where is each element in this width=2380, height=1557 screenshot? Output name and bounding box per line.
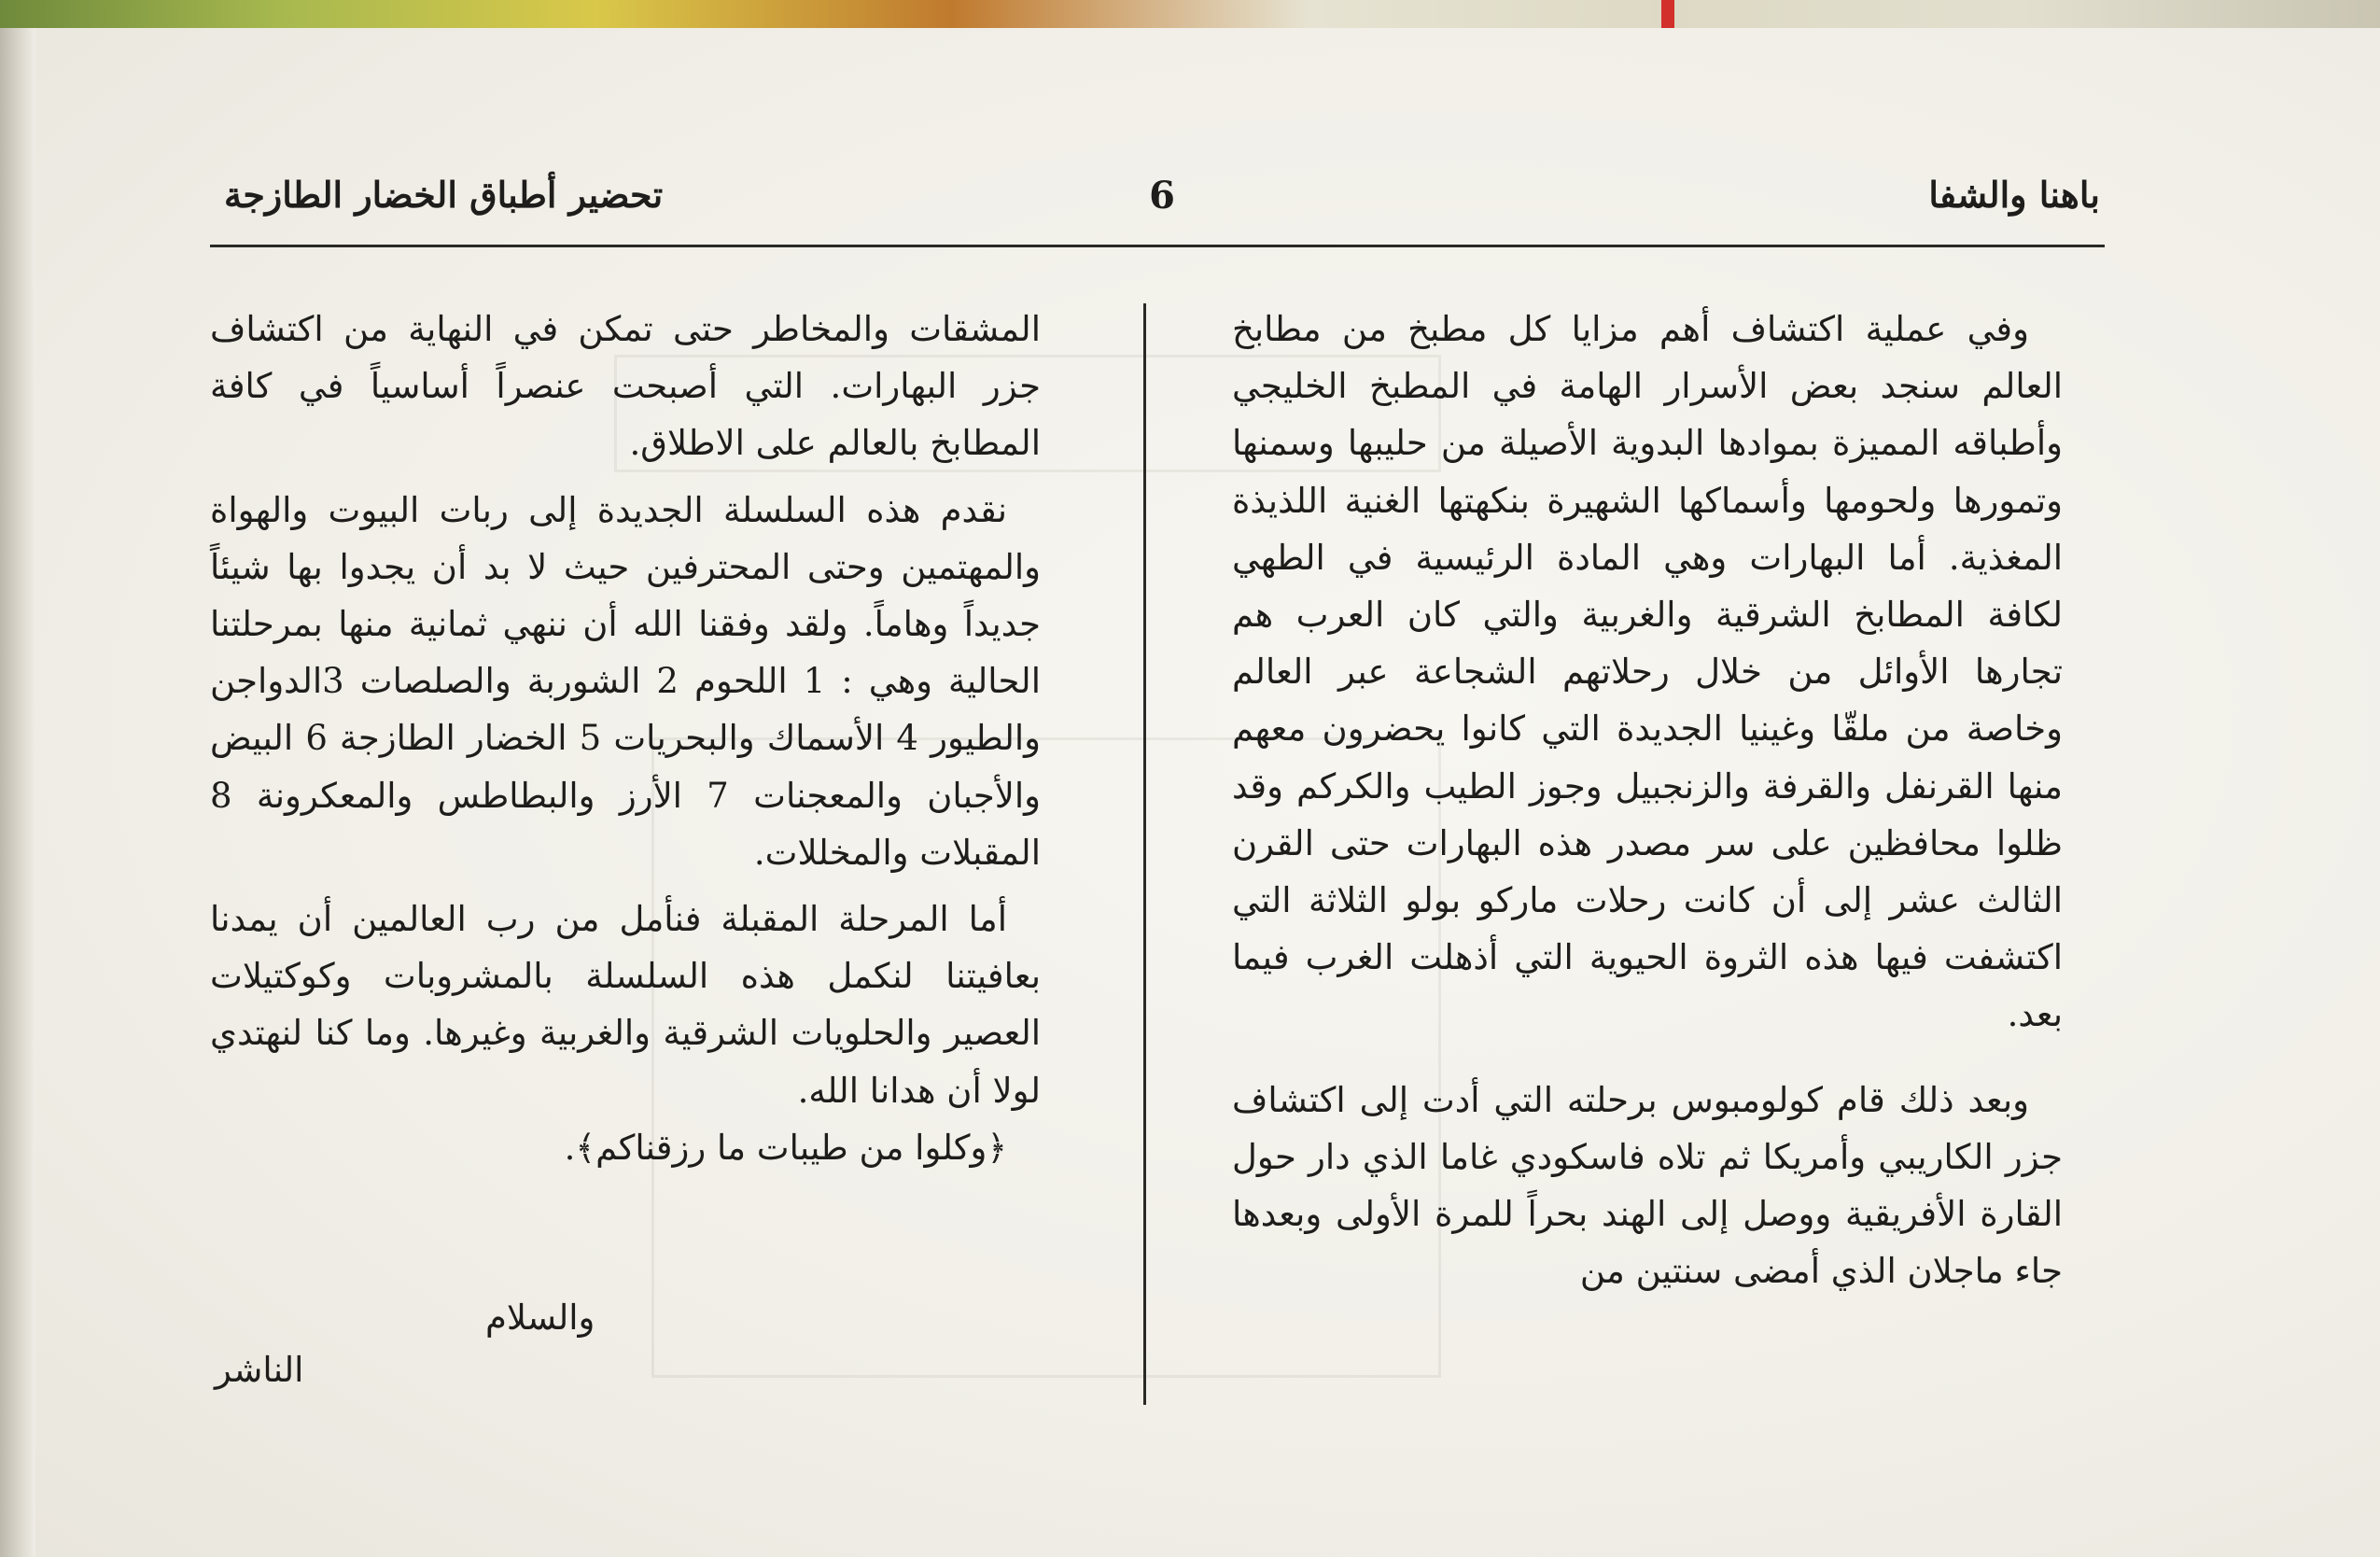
page-number: 6 — [1149, 174, 1175, 217]
cover-red-stripe — [1661, 0, 1674, 28]
header-section-title: تحضير أطباق الخضار الطازجة — [224, 174, 664, 216]
paragraph: المشقات والمخاطر حتى تمكن في النهاية من اكتشاف جزر البهارات. التي أصبحت عنصراً أساسياً في كافة المطابخ بالعالم على الاطلاق. — [210, 309, 1041, 464]
header-book-title: باهنا والشفا — [1928, 174, 2100, 216]
paragraph: وبعد ذلك قام كولومبوس برحلته التي أدت إلى اكتشاف جزر الكاريبي وأمريكا ثم تلاه فاسكودي غاما الذي دار حول القارة الأفريقية ووصل إلى الهند بحراً للمرة الأولى وبعدها جاء ماجلان الذي أمضى سنتين من — [1232, 1079, 2064, 1292]
right-column — [1232, 301, 2063, 1299]
header-rule — [210, 245, 2105, 247]
book-cover-edge — [0, 0, 2380, 28]
publisher-signature: الناشر — [215, 1350, 304, 1390]
page-gutter-shadow — [0, 28, 35, 1557]
column-divider — [1143, 303, 1146, 1405]
paragraph: وفي عملية اكتشاف أهم مزايا كل مطبخ من مطابخ العالم سنجد بعض الأسرار الهامة في المطبخ الخليجي وأطباقه المميزة بموادها البدوية الأصيلة من حليبها وسمنها وتمورها ولحومها وأسماكها الشهيرة بنكهتها الغنية اللذيذة المغذية. أما البهارات وهي المادة الرئيسية في الطهي لكافة المطابخ الشرقية والغربية والتي كان العرب هم تجارها الأوائل من خلال رحلاتهم الشجاعة عبر العالم وخاصة من ملقّا وغينيا الجديدة التي كانوا يحضرون معهم منها القرنفل والقرفة والزنجبيل وجوز الطيب والكركم وقد ظلوا محافظين على سر مصدر هذه البهارات حتى القرن الثالث عشر إلى أن كانت رحلات ماركو بولو الثلاثة التي اكتشفت فيها هذه الثروة الحيوية التي أذهلت الغرب فيما بعد. — [1232, 309, 2063, 1035]
closing-greeting: والسلام — [485, 1298, 595, 1338]
left-column — [210, 301, 1041, 1176]
paragraph: نقدم هذه السلسلة الجديدة إلى ربات البيوت والهواة والمهتمين وحتى المحترفين حيث لا بد أن يجدوا بها شيئاً جديداً وهاماً. ولقد وفقنا الله أن ننهي ثمانية منها بمرحلتنا الحالية وهي : 1 اللحوم 2 الشوربة والصلصات 3الدواجن والطيور 4 الأسماك والبحريات 5 الخضار الطازجة 6 البيض والأجبان والمعجنات 7 الأرز والبطاطس والمعكرونة 8 المقبلات والمخللات. — [210, 489, 1041, 873]
paragraph: أما المرحلة المقبلة فنأمل من رب العالمين أن يمدنا بعافيتنا لنكمل هذه السلسلة بالمشروبات وكوكتيلات العصير والحلويات الشرقية والغربية وغيرها. وما كنا لنهتدي لولا أن هدانا الله. — [210, 899, 1041, 1111]
quran-quote: ﴿وكلوا من طيبات ما رزقناكم﴾. — [564, 1127, 1007, 1168]
